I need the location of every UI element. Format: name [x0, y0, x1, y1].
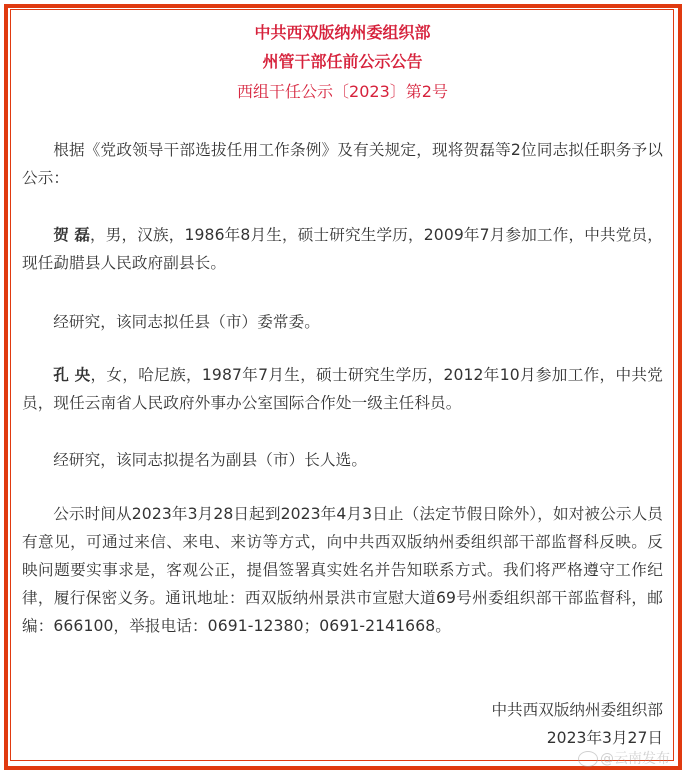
announcement-title: 州管干部任前公示公告 — [262, 52, 423, 71]
candidate-2-paragraph — [22, 361, 663, 417]
issuing-organization-title: 中共西双版纳州委组织部 — [254, 23, 431, 42]
public-notice-paragraph: 公示时间从2023年3月28日起到2023年4月3日止（法定节假日除外），如对被公示人员有意见，可通过来信、来电、来访等方式，向中共西双版纳州委组织部干部监督科反映。反映问题要实事求是，客观公正，提倡签署真实姓名并告知联系方式。我们将严格遵守工作纪律，履行保密义务。通讯地址：西双版纳州景洪市宣慰大道69号州委组织部干部监督科，邮编：666100，举报电话：0691-12380；0691-2141668。 — [22, 505, 663, 635]
weibo-watermark — [578, 748, 670, 768]
candidate-1-decision: 经研究，该同志拟任县（市）委常委。 — [53, 313, 320, 331]
candidate-2-decision: 经研究，该同志拟提名为副县（市）长人选。 — [53, 451, 368, 469]
weibo-icon — [578, 751, 598, 767]
document-number: 西组干任公示〔2023〕第2号 — [237, 82, 448, 101]
candidate-2-name: 孔 央 — [53, 366, 91, 384]
intro-paragraph: 根据《党政领导干部选拔任用工作条例》及有关规定，现将贺磊等2位同志拟任职务予以公示： — [22, 141, 663, 187]
candidate-1-paragraph — [22, 221, 663, 277]
candidate-1-details: ，男，汉族，1986年8月生，硕士研究生学历，2009年7月参加工作，中共党员，现任勐腊县人民政府副县长。 — [22, 226, 663, 272]
candidate-2-details: ，女，哈尼族，1987年7月生，硕士研究生学历，2012年10月参加工作，中共党员，现任云南省人民政府外事办公室国际合作处一级主任科员。 — [22, 366, 663, 412]
watermark-text: @云南发布 — [600, 751, 670, 767]
candidate-1-name: 贺 磊 — [53, 226, 90, 244]
signature-date: 2023年3月27日 — [546, 729, 663, 747]
signature-organization: 中共西双版纳州委组织部 — [491, 701, 663, 719]
